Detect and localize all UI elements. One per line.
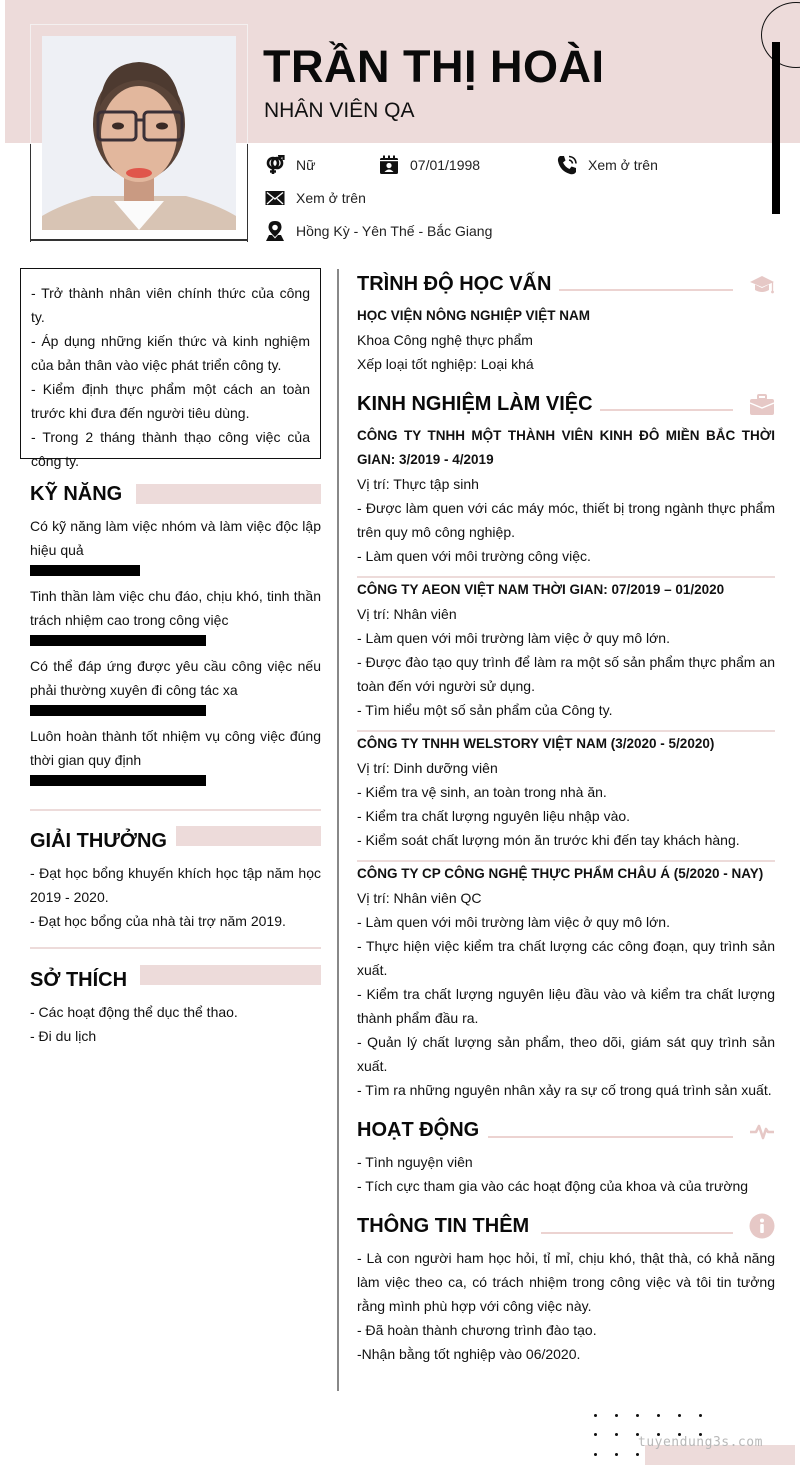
heading-rule — [559, 289, 733, 291]
decorative-bar — [772, 42, 780, 214]
job-duty: - Kiểm soát chất lượng món ăn trước khi đến tay khách hàng. — [357, 832, 740, 848]
candidate-name: TRẦN THỊ HOÀI — [263, 41, 605, 92]
activity-item: - Tích cực tham gia vào các hoạt động của khoa và của trường — [357, 1178, 749, 1194]
envelope-icon — [264, 187, 286, 209]
job-duty: - Được đào tạo quy trình để làm ra một số sản phẩm thực phẩm an toàn đến với người sử dụng. — [357, 654, 775, 694]
column-divider — [337, 269, 339, 1391]
additional-info-block — [357, 1246, 775, 1366]
education-block — [357, 304, 775, 376]
job-duty: - Kiểm tra chất lượng nguyên liệu đầu vào và kiểm tra chất lượng thành phẩm đầu ra. — [357, 986, 775, 1026]
address-value: Hồng Kỳ - Yên Thế - Bắc Giang — [296, 223, 493, 239]
section-divider — [30, 947, 321, 949]
skill-item-text: Có thể đáp ứng được yêu cầu công việc nếu phải thường xuyên đi công tác xa — [30, 658, 321, 698]
contact-gender — [264, 154, 315, 176]
awards-heading-bar — [176, 826, 321, 846]
email-value: Xem ở trên — [296, 190, 366, 206]
job-title: NHÂN VIÊN QA — [264, 99, 415, 122]
skill-item-text: Luôn hoàn thành tốt nhiệm vụ công việc đúng thời gian quy định — [30, 728, 321, 768]
objective-line: - Kiểm định thực phẩm một cách an toàn trước khi đưa đến người tiêu dùng. — [31, 381, 310, 421]
job-duty: - Được làm quen với các máy móc, thiết bị trong ngành thực phẩm trên quy mô công nghiệp. — [357, 500, 775, 540]
heartbeat-icon — [749, 1118, 775, 1144]
map-marker-icon — [264, 220, 286, 242]
job-position: Vị trí: Thực tập sinh — [357, 476, 479, 492]
gender-icon — [264, 154, 286, 176]
hobby-item: - Đi du lịch — [30, 1028, 97, 1044]
info-item: -Nhận bằng tốt nghiệp vào 06/2020. — [357, 1346, 581, 1362]
job-duty: - Làm quen với môi trường làm việc ở quy mô lớn. — [357, 914, 670, 930]
job-entry — [357, 578, 775, 722]
info-circle-icon — [749, 1213, 775, 1239]
contact-birthday — [378, 154, 480, 176]
skill-item-text: Tinh thần làm việc chu đáo, chịu khó, tinh thần trách nhiệm cao trong công việc — [30, 588, 321, 628]
briefcase-icon — [749, 392, 775, 418]
section-divider — [30, 809, 321, 811]
job-entry — [357, 424, 775, 568]
skill-level-bar — [30, 565, 140, 576]
job-position: Vị trí: Dinh dưỡng viên — [357, 760, 498, 776]
skill-level-bar — [30, 705, 206, 716]
heading-rule — [541, 1232, 733, 1234]
objective-line: - Trong 2 tháng thành thạo công việc của công ty. — [31, 429, 310, 469]
job-position: Vị trí: Nhân viên — [357, 606, 457, 622]
phone-icon — [556, 154, 578, 176]
experience-heading: KINH NGHIỆM LÀM VIỆC — [357, 393, 593, 415]
contact-address — [264, 220, 492, 242]
company-name: CÔNG TY CP CÔNG NGHỆ THỰC PHẨM CHÂU Á (5/2020 - NAY) — [357, 866, 764, 881]
job-entry — [357, 732, 775, 852]
education-heading: TRÌNH ĐỘ HỌC VẤN — [357, 273, 552, 295]
contact-email — [264, 187, 366, 209]
company-name: CÔNG TY TNHH WELSTORY VIỆT NAM (3/2020 - 5/2020) — [357, 736, 715, 751]
career-objective — [20, 268, 321, 469]
avatar — [42, 36, 236, 230]
company-name: CÔNG TY TNHH MỘT THÀNH VIÊN KINH ĐÔ MIỀN BẮC THỜI GIAN: 3/2019 - 4/2019 — [357, 428, 775, 467]
skill-level-bar — [30, 635, 206, 646]
job-position: Vị trí: Nhân viên QC — [357, 890, 482, 906]
awards-heading: GIẢI THƯỞNG — [30, 830, 167, 852]
job-duty: - Kiểm tra chất lượng nguyên liệu nhập vào. — [357, 808, 631, 824]
calendar-user-icon — [378, 154, 400, 176]
job-duty: - Quản lý chất lượng sản phẩm, theo dõi, giám sát quy trình sản xuất. — [357, 1034, 775, 1074]
activity-item: - Tình nguyện viên — [357, 1154, 473, 1170]
avatar-frame — [30, 24, 248, 241]
skills-heading-bar — [136, 484, 321, 504]
graduation-grade: Xếp loại tốt nghiệp: Loại khá — [357, 356, 534, 372]
job-duty: - Làm quen với môi trường làm việc ở quy mô lớn. — [357, 630, 670, 646]
info-item: - Đã hoàn thành chương trình đào tạo. — [357, 1322, 597, 1338]
faculty: Khoa Công nghệ thực phẩm — [357, 332, 533, 348]
skill-level-bar — [30, 775, 206, 786]
job-duty: - Thực hiện việc kiểm tra chất lượng các công đoạn, quy trình sản xuất. — [357, 938, 775, 978]
objective-line: - Áp dụng những kiến thức và kinh nghiệm của bản thân vào việc phát triển công ty. — [31, 333, 310, 373]
watermark: tuyendung3s.com — [638, 1435, 763, 1450]
company-name: CÔNG TY AEON VIỆT NAM THỜI GIAN: 07/2019 – 01/2020 — [357, 582, 725, 597]
info-item: - Là con người ham học hỏi, tỉ mỉ, chịu khó, thật thà, có khả năng làm việc theo ca, có trách nhiệm trong công việc và tôi tin tưởng rằng mình phù hợp với công việc này. — [357, 1250, 775, 1314]
school-name: HỌC VIỆN NÔNG NGHIỆP VIỆT NAM — [357, 308, 591, 323]
objective-line: - Trở thành nhân viên chính thức của công ty. — [31, 285, 310, 325]
phone-value: Xem ở trên — [588, 157, 658, 173]
contact-phone — [556, 154, 658, 176]
activities-block — [357, 1150, 775, 1198]
job-entry — [357, 862, 775, 1102]
hobby-item: - Các hoạt động thể dục thể thao. — [30, 1004, 238, 1020]
graduation-cap-icon — [749, 272, 775, 298]
additional-info-heading: THÔNG TIN THÊM — [357, 1215, 530, 1237]
job-duty: - Tìm hiểu một số sản phẩm của Công ty. — [357, 702, 613, 718]
gender-value: Nữ — [296, 157, 316, 173]
hobbies-heading-bar — [140, 965, 321, 985]
activities-heading: HOẠT ĐỘNG — [357, 1119, 480, 1141]
award-item: - Đạt học bổng của nhà tài trợ năm 2019. — [30, 913, 286, 929]
heading-rule — [488, 1136, 733, 1138]
job-duty: - Tìm ra những nguyên nhân xảy ra sự cố trong quá trình sản xuất. — [357, 1082, 772, 1098]
birthday-value: 07/01/1998 — [410, 157, 481, 173]
skill-item-text: Có kỹ năng làm việc nhóm và làm việc độc lập hiệu quả — [30, 518, 321, 558]
heading-rule — [600, 409, 733, 411]
job-duty: - Kiểm tra vệ sinh, an toàn trong nhà ăn. — [357, 784, 607, 800]
hobbies-heading: SỞ THÍCH — [30, 969, 128, 991]
skills-heading: KỸ NĂNG — [30, 483, 123, 505]
job-duty: - Làm quen với môi trường công việc. — [357, 548, 591, 564]
award-item: - Đạt học bổng khuyến khích học tập năm học 2019 - 2020. — [30, 865, 321, 905]
